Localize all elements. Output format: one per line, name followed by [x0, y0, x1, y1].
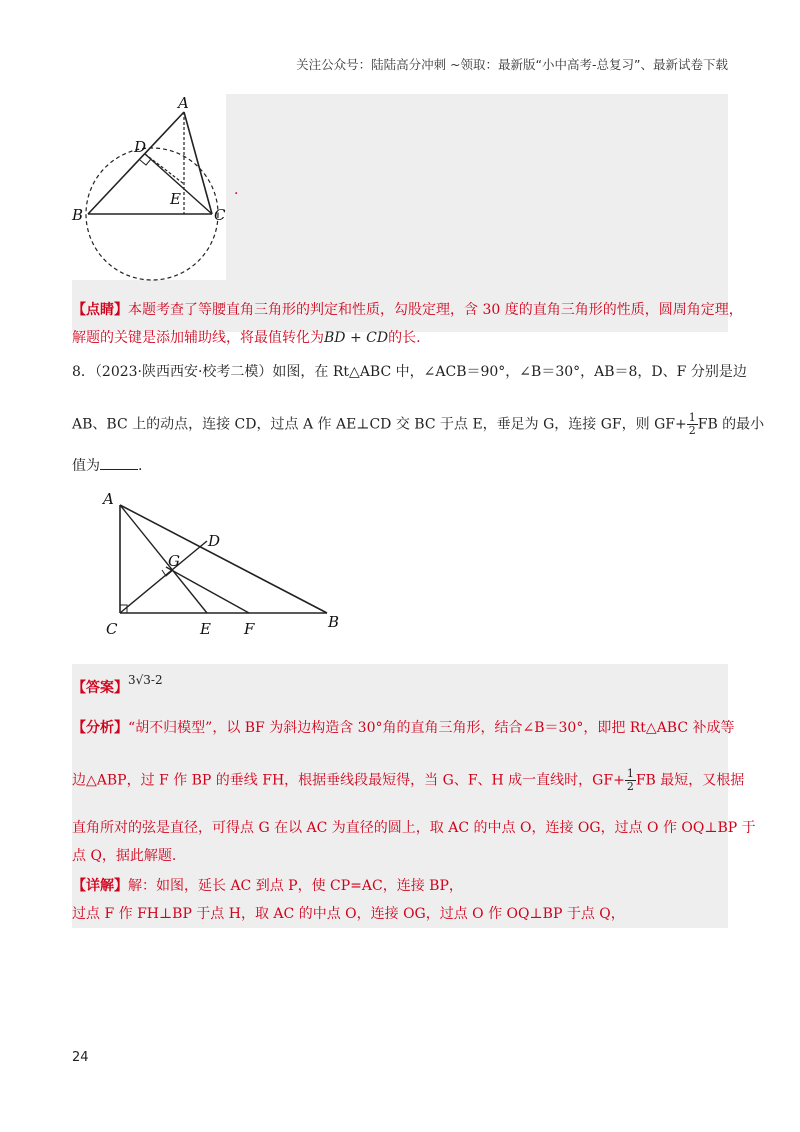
- figure1-diagram: [72, 94, 242, 284]
- figure2-segment-gf: [166, 567, 249, 613]
- question-line-1: 8．（2023·陕西西安·校考二模）如图，在 Rt△ABC 中，∠ACB＝90°，∠B＝30°，AB＝8，D、F 分别是边: [72, 364, 747, 380]
- comment-tag: 【点睛】: [72, 302, 128, 318]
- figure2-label-f: F: [244, 620, 255, 638]
- figure1-box: [72, 94, 226, 280]
- figure2-label-b: B: [328, 613, 340, 631]
- analysis-line-4: 点 Q，据此解题.: [72, 848, 177, 864]
- comment-text-2: 解题的关键是添加辅助线，将最值转化为: [72, 330, 324, 346]
- figure1-label-d: D: [134, 138, 147, 156]
- question-line-3: 值为 .: [72, 458, 143, 474]
- figure1-segment-de: [145, 154, 184, 184]
- detail-line-2: 过点 F 作 FH⊥BP 于点 H，取 AC 的中点 O，连接 OG，过点 O 作 OQ⊥BP 于点 Q，: [72, 906, 625, 922]
- comment-line-2: [72, 328, 421, 348]
- analysis-tag: 【分析】: [72, 720, 128, 736]
- answer-blank: [100, 469, 138, 470]
- page-header: 关注公众号：陆陆高分冲刺 ~领取：最新版“小中高考-总复习”、最新试卷下载: [296, 57, 728, 72]
- question-text-2a: AB、BC 上的动点，连接 CD，过点 A 作 AE⊥CD 交 BC 于点 E，垂足为 G，连接 GF，则 GF+: [72, 416, 687, 433]
- analysis-line-1: 【分析】“胡不归模型”，以 BF 为斜边构造含 30°角的直角三角形，结合∠B＝30°，即把 Rt△ABC 补成等: [72, 720, 735, 736]
- detail-tag: 【详解】: [72, 878, 128, 894]
- detail-line-1: 【详解】解：如图，延长 AC 到点 P，使 CP=AC，连接 BP，: [72, 878, 463, 894]
- figure2-segment-ae: [120, 505, 207, 613]
- figure2-label-a: A: [103, 490, 114, 508]
- figure2-segment-cd: [120, 541, 207, 613]
- figure2-diagram: [100, 488, 380, 643]
- analysis-line-3: 直角所对的弦是直径，可得点 G 在以 AC 为直径的圆上，取 AC 的中点 O，连接 OG，过点 O 作 OQ⊥BP 于: [72, 820, 756, 836]
- figure1-trail: .: [234, 182, 239, 198]
- comment-line-1: [72, 300, 743, 320]
- page-number: 24: [72, 1050, 89, 1065]
- question-line-2: [72, 412, 764, 437]
- question-text-2b: FB 的最小: [697, 416, 765, 433]
- analysis-fraction: $\frac{1}{2}$: [626, 767, 634, 793]
- comment-math: BD + CD: [324, 330, 389, 346]
- answer-value: 3√3-2: [128, 673, 163, 687]
- figure2-label-d: D: [208, 532, 221, 550]
- figure1-label-e: E: [170, 190, 181, 208]
- figure2-label-e: E: [200, 620, 211, 638]
- figure2-segment-ab: [120, 505, 327, 613]
- figure1-label-a: A: [178, 94, 189, 112]
- answer-line: [72, 673, 163, 698]
- comment-text-3: 的长.: [388, 330, 421, 346]
- figure1-label-c: C: [214, 206, 226, 224]
- analysis-line-2: 边△ABP，过 F 作 BP 的垂线 FH，根据垂线段最短得，当 G、F、H 成一直线时，GF+ $\frac{1}{2}$ FB 最短，又根据: [72, 767, 745, 793]
- answer-tag: 【答案】: [72, 680, 128, 696]
- figure2-label-g: G: [168, 552, 180, 570]
- comment-text-1: 本题考查了等腰直角三角形的判定和性质，勾股定理，含 30 度的直角三角形的性质，圆周角定理，: [128, 302, 743, 318]
- figure1-segment-ac: [184, 112, 212, 214]
- figure1-label-b: B: [72, 206, 84, 224]
- question-fraction: $\frac{1}{2}$: [688, 411, 696, 437]
- question-text-3: 值为: [72, 458, 100, 474]
- figure2-label-c: C: [106, 620, 118, 638]
- figure1-right-angle-mark: [140, 159, 151, 165]
